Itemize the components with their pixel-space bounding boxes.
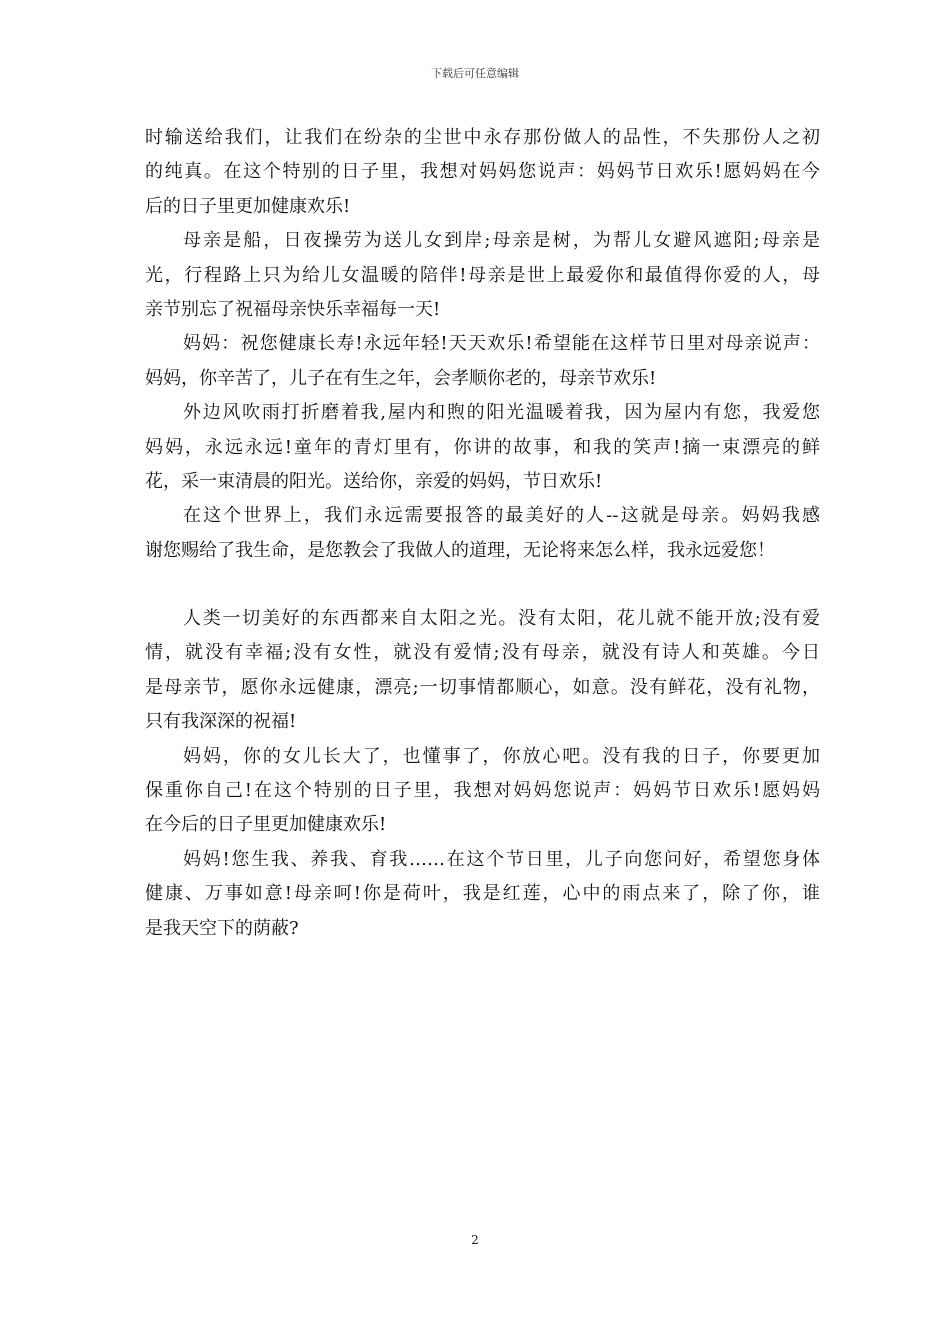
text-line: 后的日子里更加健康欢乐! [145, 195, 351, 217]
text-line: 只有我深深的祝福! [145, 711, 297, 733]
paragraph-8 [145, 843, 820, 946]
text-line: 谢您赐给了我生命，是您教会了我做人的道理，无论将来怎么样，我永远爱您！ [145, 539, 775, 561]
paragraph-spacer [145, 568, 820, 602]
text-line: 妈妈：祝您健康长寿!永远年轻!天天欢乐!希望能在这样节日里对母亲说声： [183, 333, 820, 355]
text-line: 保重你自己!在这个特别的日子里，我想对妈妈您说声：妈妈节日欢乐!愿妈妈 [145, 780, 820, 802]
text-line: 母亲是船，日夜操劳为送儿女到岸;母亲是树，为帮儿女避风遮阳;母亲是 [183, 230, 820, 252]
text-line: 健康、万事如意!母亲呵!你是荷叶，我是红莲，心中的雨点来了，除了你，谁 [145, 883, 820, 905]
text-line: 时输送给我们，让我们在纷杂的尘世中永存那份做人的品性，不失那份人之初 [145, 127, 820, 148]
text-line: 的纯真。在这个特别的日子里，我想对妈妈您说声：妈妈节日欢乐!愿妈妈在今 [145, 161, 820, 183]
text-line: 是我天空下的荫蔽? [145, 917, 299, 939]
paragraph-2 [145, 224, 820, 327]
paragraph-4 [145, 396, 820, 499]
text-line: 亲节别忘了祝福母亲快乐幸福每一天! [145, 298, 441, 320]
paragraph-7 [145, 740, 820, 843]
text-line: 外边风吹雨打折磨着我,屋内和煦的阳光温暖着我，因为屋内有您，我爱您 [183, 402, 820, 424]
paragraph-3 [145, 327, 820, 396]
document-body [145, 121, 820, 946]
text-line: 妈妈，你的女儿长大了，也懂事了，你放心吧。没有我的日子，你要更加 [183, 745, 820, 767]
text-line: 妈妈，永远永远!童年的青灯里有，你讲的故事，和我的笑声!摘一束漂亮的鲜 [145, 436, 820, 458]
text-line: 光，行程路上只为给儿女温暖的陪伴!母亲是世上最爱你和最值得你爱的人，母 [145, 264, 820, 286]
page-number [0, 1232, 950, 1248]
text-line: 情，就没有幸福;没有女性，就没有爱情;没有母亲，就没有诗人和英雄。今日 [145, 642, 820, 664]
page-header [0, 66, 950, 82]
paragraph-5 [145, 499, 820, 568]
paragraph-6 [145, 602, 820, 740]
header-text: 下载后可任意编辑 [431, 67, 519, 80]
text-line: 是母亲节，愿你永远健康，漂亮;一切事情都顺心，如意。没有鲜花，没有礼物， [145, 676, 820, 698]
text-line: 妈妈!您生我、养我、育我……在这个节日里，儿子向您问好，希望您身体 [183, 848, 820, 870]
text-line: 人类一切美好的东西都来自太阳之光。没有太阳，花儿就不能开放;没有爱 [183, 608, 820, 630]
paragraph-1 [145, 121, 820, 224]
text-line: 在这个世界上，我们永远需要报答的最美好的人--这就是母亲。妈妈我感 [183, 505, 820, 527]
text-line: 妈妈，你辛苦了，儿子在有生之年，会孝顺你老的，母亲节欢乐! [145, 367, 657, 389]
page-number-text: 2 [471, 1233, 479, 1247]
text-line: 花，采一束清晨的阳光。送给你，亲爱的妈妈，节日欢乐! [145, 470, 603, 492]
text-line: 在今后的日子里更加健康欢乐! [145, 814, 387, 836]
